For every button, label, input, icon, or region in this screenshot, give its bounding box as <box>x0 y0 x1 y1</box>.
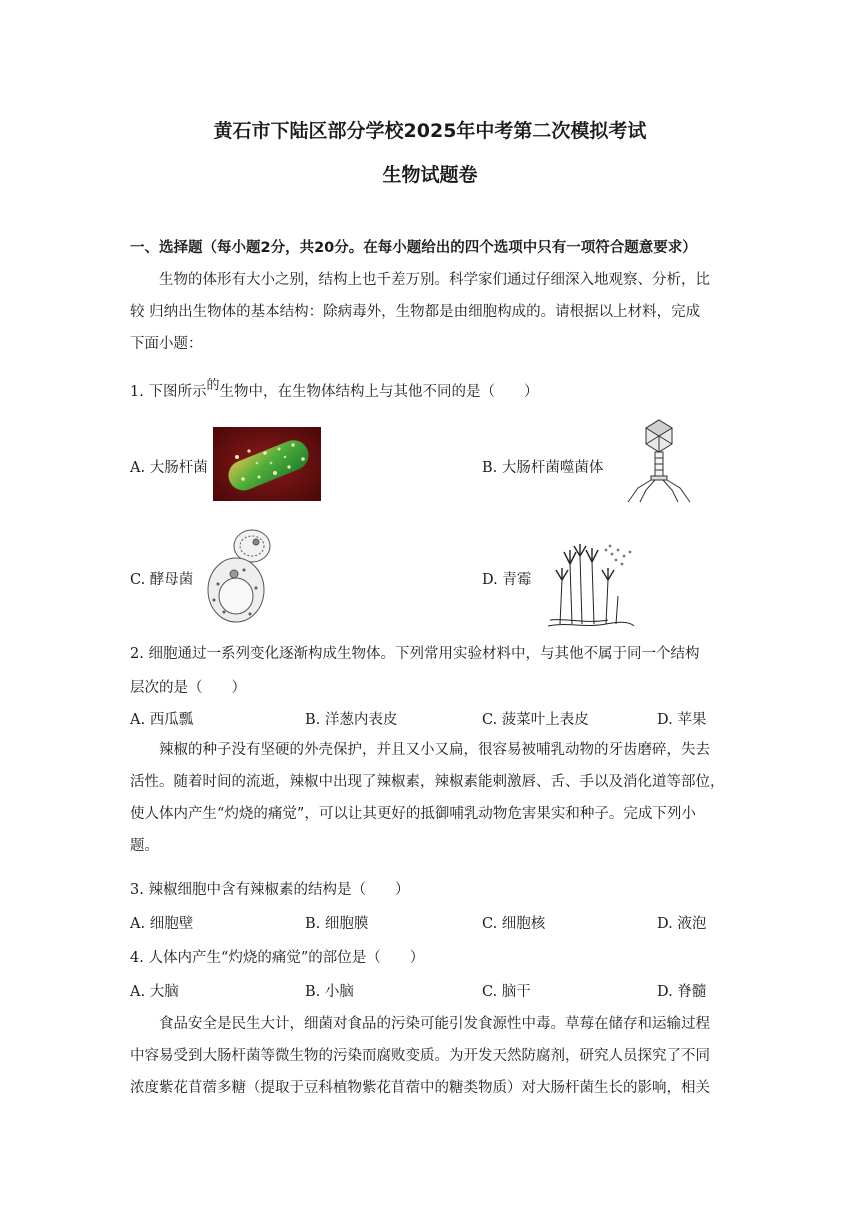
q2-option-d[interactable]: D. 苹果 <box>657 712 707 728</box>
passage-2 <box>130 734 730 862</box>
passage-line: 活性。随着时间的流逝，辣椒中出现了辣椒素，辣椒素能刺激唇、舌、手以及消化道等部位， <box>130 774 725 790</box>
q4-option-a[interactable]: A. 大脑 <box>130 984 179 1000</box>
passage-line: 生物的体形有大小之别，结构上也千差万别。科学家们通过仔细深入地观察、分析，比 <box>130 272 710 288</box>
passage-line: 使人体内产生“灼烧的痛觉”，可以让其更好的抵御哺乳动物危害果实和种子。完成下列小 <box>130 806 696 822</box>
q1-option-c[interactable]: C. 酵母菌 <box>130 572 194 588</box>
q2-option-c[interactable]: C. 菠菜叶上表皮 <box>482 712 589 728</box>
yeast-image <box>204 526 274 624</box>
q4-option-d[interactable]: D. 脊髓 <box>657 984 707 1000</box>
question-2-stem-line2: 层次的是（ ） <box>130 680 246 696</box>
q1-option-a[interactable]: A. 大肠杆菌 <box>130 460 208 476</box>
q3-option-d[interactable]: D. 液泡 <box>657 916 707 932</box>
passage-line: 食品安全是民生大计，细菌对食品的污染可能引发食源性中毒。草莓在储存和运输过程 <box>130 1016 710 1032</box>
q3-option-a[interactable]: A. 细胞壁 <box>130 916 194 932</box>
passage-line: 浓度紫花苜蓿多糖（提取于豆科植物紫花苜蓿中的糖类物质）对大肠杆菌生长的影响，相关 <box>130 1080 710 1096</box>
section-heading: 一、选择题（每小题2分，共20分。在每小题给出的四个选项中只有一项符合题意要求） <box>130 240 697 256</box>
q3-option-c[interactable]: C. 细胞核 <box>482 916 546 932</box>
passage-1 <box>130 264 730 360</box>
bacteriophage-image <box>620 418 698 504</box>
question-1-stem: 1. 下图所示的生物中，在生物体结构上与其他不同的是（ ） <box>130 378 539 400</box>
passage-line: 较 归纳出生物体的基本结构：除病毒外，生物都是由细胞构成的。请根据以上材料，完成 <box>130 304 701 320</box>
question-2-stem-line1: 2. 细胞通过一系列变化逐渐构成生物体。下列常用实验材料中，与其他不属于同一个结构 <box>130 646 700 662</box>
q2-option-b[interactable]: B. 洋葱内表皮 <box>305 712 398 728</box>
passage-3 <box>130 1008 730 1104</box>
passage-line: 下面小题： <box>130 336 203 352</box>
penicillium-image <box>546 540 636 630</box>
passage-line: 辣椒的种子没有坚硬的外壳保护，并且又小又扁，很容易被哺乳动物的牙齿磨碎，失去 <box>130 742 710 758</box>
exam-subtitle: 生物试题卷 <box>382 164 478 186</box>
passage-line: 题。 <box>130 838 159 854</box>
q1-option-d[interactable]: D. 青霉 <box>482 572 532 588</box>
q3-option-b[interactable]: B. 细胞膜 <box>305 916 369 932</box>
q4-option-c[interactable]: C. 脑干 <box>482 984 531 1000</box>
question-4-stem: 4. 人体内产生“灼烧的痛觉”的部位是（ ） <box>130 950 425 966</box>
question-3-stem: 3. 辣椒细胞中含有辣椒素的结构是（ ） <box>130 882 410 898</box>
q4-option-b[interactable]: B. 小脑 <box>305 984 354 1000</box>
q1-option-b[interactable]: B. 大肠杆菌噬菌体 <box>482 460 604 476</box>
q2-option-a[interactable]: A. 西瓜瓢 <box>130 712 194 728</box>
exam-title: 黄石市下陆区部分学校2025年中考第二次模拟考试 <box>213 120 647 142</box>
ecoli-image <box>213 427 321 501</box>
passage-line: 中容易受到大肠杆菌等微生物的污染而腐败变质。为开发天然防腐剂，研究人员探究了不同 <box>130 1048 710 1064</box>
